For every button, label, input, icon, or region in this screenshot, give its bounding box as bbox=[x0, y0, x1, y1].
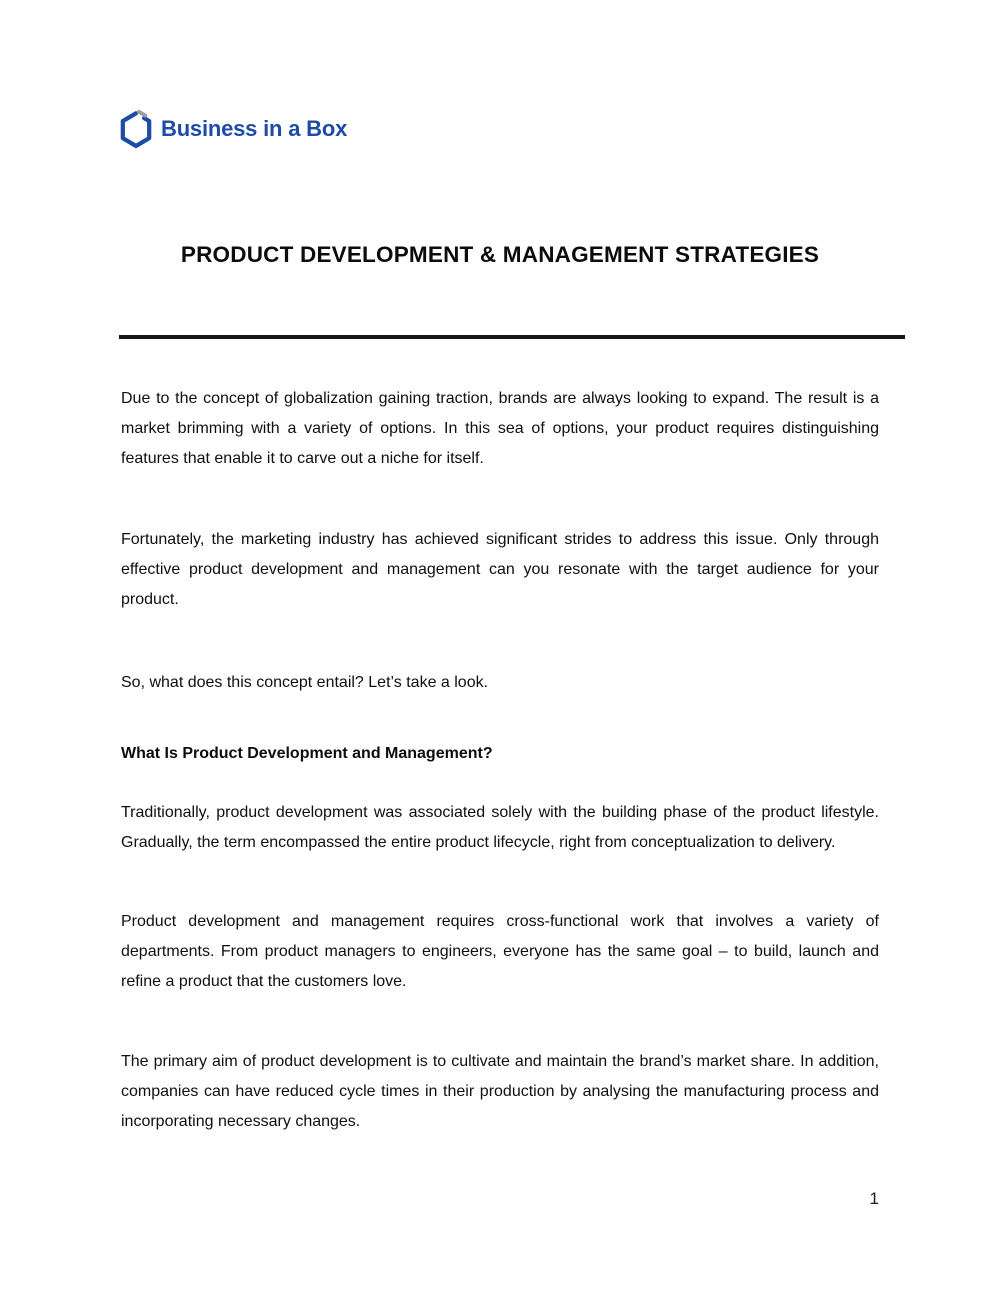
paragraph-intro-globalization: Due to the concept of globalization gaining traction, brands are always looking to expand. The result is a market brimming with a variety of options. In this sea of options, your product requires distinguishing features that enable it to carve out a niche for itself. bbox=[121, 390, 879, 467]
paragraph-primary-aim: The primary aim of product development is to cultivate and maintain the brand’s market share. In addition, companies can have reduced cycle times in their production by analysing the manufacturing process and incorporating necessary changes. bbox=[121, 1053, 879, 1130]
document-title: PRODUCT DEVELOPMENT & MANAGEMENT STRATEGIES bbox=[180, 242, 820, 267]
paragraph-cross-functional: Product development and management requires cross-functional work that involves a variety of departments. From product managers to engineers, everyone has the same goal – to build, launch and refine a product that the customers love. bbox=[121, 913, 879, 990]
page-number: 1 bbox=[869, 1189, 879, 1208]
paragraph-marketing-industry: Fortunately, the marketing industry has achieved significant strides to address this issue. Only through effective product development and management can you resonate with the target audience for your product. bbox=[121, 531, 879, 608]
hexagon-box-logo-icon bbox=[119, 109, 153, 149]
document-body bbox=[121, 384, 879, 1137]
brand-logo bbox=[119, 109, 347, 149]
section-heading: What Is Product Development and Management? bbox=[121, 745, 493, 762]
title-divider-rule bbox=[119, 335, 905, 339]
paragraph-traditionally: Traditionally, product development was associated solely with the building phase of the product lifestyle. Gradually, the term encompassed the entire product lifecycle, right from conceptualization to delivery. bbox=[121, 804, 879, 851]
paragraph-concept-question: So, what does this concept entail? Let’s take a look. bbox=[121, 674, 489, 691]
brand-name: Business in a Box bbox=[161, 116, 348, 141]
